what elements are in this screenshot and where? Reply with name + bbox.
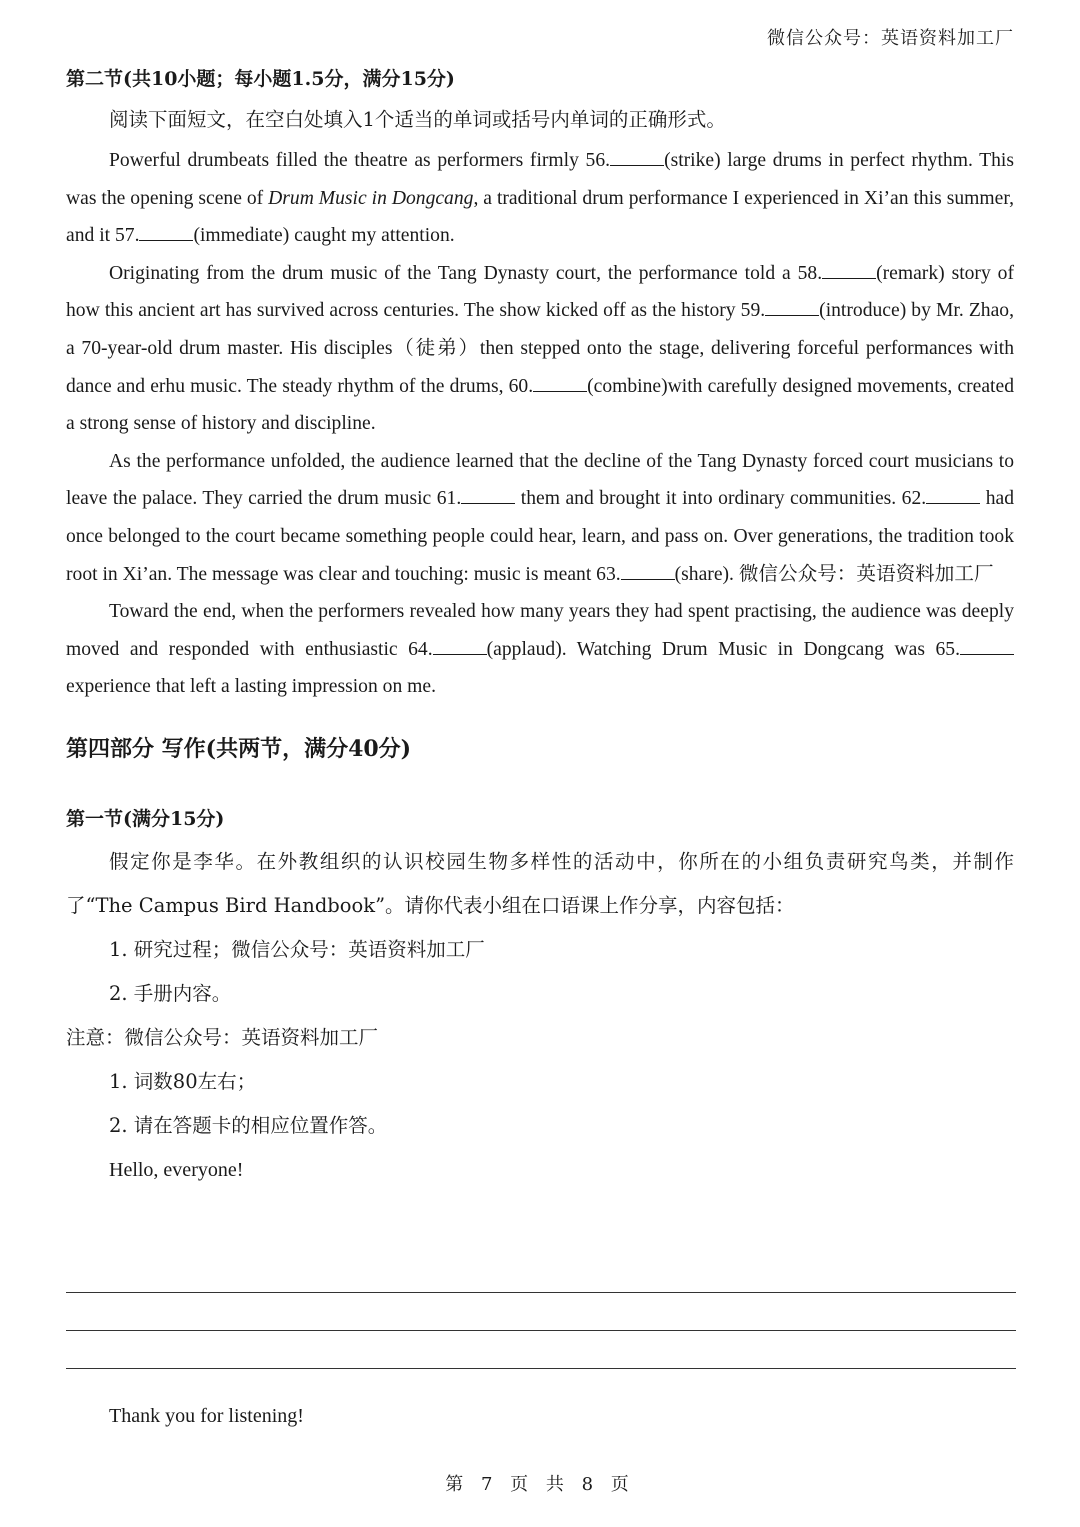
text: (remark) story of how this ancient art has survived across centuries. The show kicked off as the history 59. [66,262,1014,322]
answer-line[interactable] [66,1330,1016,1331]
exam-page [66,62,1014,1192]
text: (applaud). Watching Drum Music in Dongcang was 65. [486,638,960,660]
text: Powerful drumbeats filled the theatre as performers firmly 56. [109,150,611,171]
text: experience that left a lasting impression on me. [66,676,436,698]
text: (combine)with carefully designed movements, created a strong sense of history and discipline. [66,375,1014,435]
work-title: Drum Music in Dongcang [268,187,474,209]
greeting: Hello, everyone! [109,1158,244,1181]
task-item-1: 1. 研究过程；微信公众号：英语资料加工厂 [109,937,485,961]
blank-64 [433,638,487,655]
section-2-instruction: 阅读下面短文，在空白处填入1个适当的单词或括号内单词的正确形式。 [109,108,726,131]
section-2-title: 第二节(共10小题；每小题1.5分，满分15分) [66,68,455,90]
part-4-title: 第四部分 写作(共两节，满分40分) [66,735,412,762]
writing-task: 假定你是李华。在外教组织的认识校园生物多样性的活动中，你所在的小组负责研究鸟类，并制作了“The Campus Bird Handbook”。请你代表小组在口语课上作分享，内容包括： [66,849,1014,917]
section-1-title: 第一节(满分15分) [66,807,225,830]
note-label: 注意：微信公众号：英语资料加工厂 [66,1025,379,1049]
text: Originating from the drum music of the Tang Dynasty court, the performance told a 58. [109,262,823,284]
note-item-1: 1. 词数80左右； [109,1069,257,1093]
text: As the performance unfolded, the audience learned that the decline of the Tang Dynasty forced court musicians to leave the palace. They carried the drum music 61. [66,450,1014,510]
answer-line[interactable] [66,1292,1016,1293]
note-item-2: 2. 请在答题卡的相应位置作答。 [109,1113,388,1137]
task-item-2: 2. 手册内容。 [109,981,232,1005]
blank-63 [621,563,675,580]
passage-paragraph-1 [66,142,1014,255]
text: them and brought it into ordinary communities. 62. [515,488,927,510]
blank-65 [960,638,1014,655]
blank-62 [926,487,980,504]
text: had once belonged to the court became something people could hear, learn, and pass on. Over generations, the tradition took root in Xi’an. The message was clear and touching: music is meant 63. [66,488,1014,585]
blank-61 [461,487,515,504]
passage-paragraph-3 [66,443,1014,593]
blank-59 [765,299,819,316]
blank-60 [533,375,587,392]
text: Toward the end, when the performers revealed how many years they had spent practising, the audience was deeply moved and responded with enthusiastic 64. [66,601,1014,660]
blank-58 [822,262,876,279]
header-watermark: 微信公众号：英语资料加工厂 [767,28,1014,49]
passage-paragraph-4 [66,593,1014,706]
closing: Thank you for listening! [109,1405,304,1427]
passage-paragraph-2 [66,255,1014,443]
text: (share). 微信公众号：英语资料加工厂 [674,563,994,585]
text: (immediate) caught my attention. [193,225,455,247]
text: (introduce) by Mr. Zhao, a 70-year-old drum master. His disciples（徒弟）then stepped onto the stage, delivering forceful performances with dance and erhu music. The steady rhythm of the drums, 60. [66,300,1014,397]
page-number: 第 7 页 共 8 页 [445,1474,635,1495]
text: (strike) large drums in perfect rhythm. This was the opening scene of [66,150,1014,209]
text: , a traditional drum performance I experienced in Xi’an this summer, and it 57. [66,187,1014,247]
blank-57 [139,224,193,241]
blank-56 [610,149,664,166]
answer-line[interactable] [66,1368,1016,1369]
